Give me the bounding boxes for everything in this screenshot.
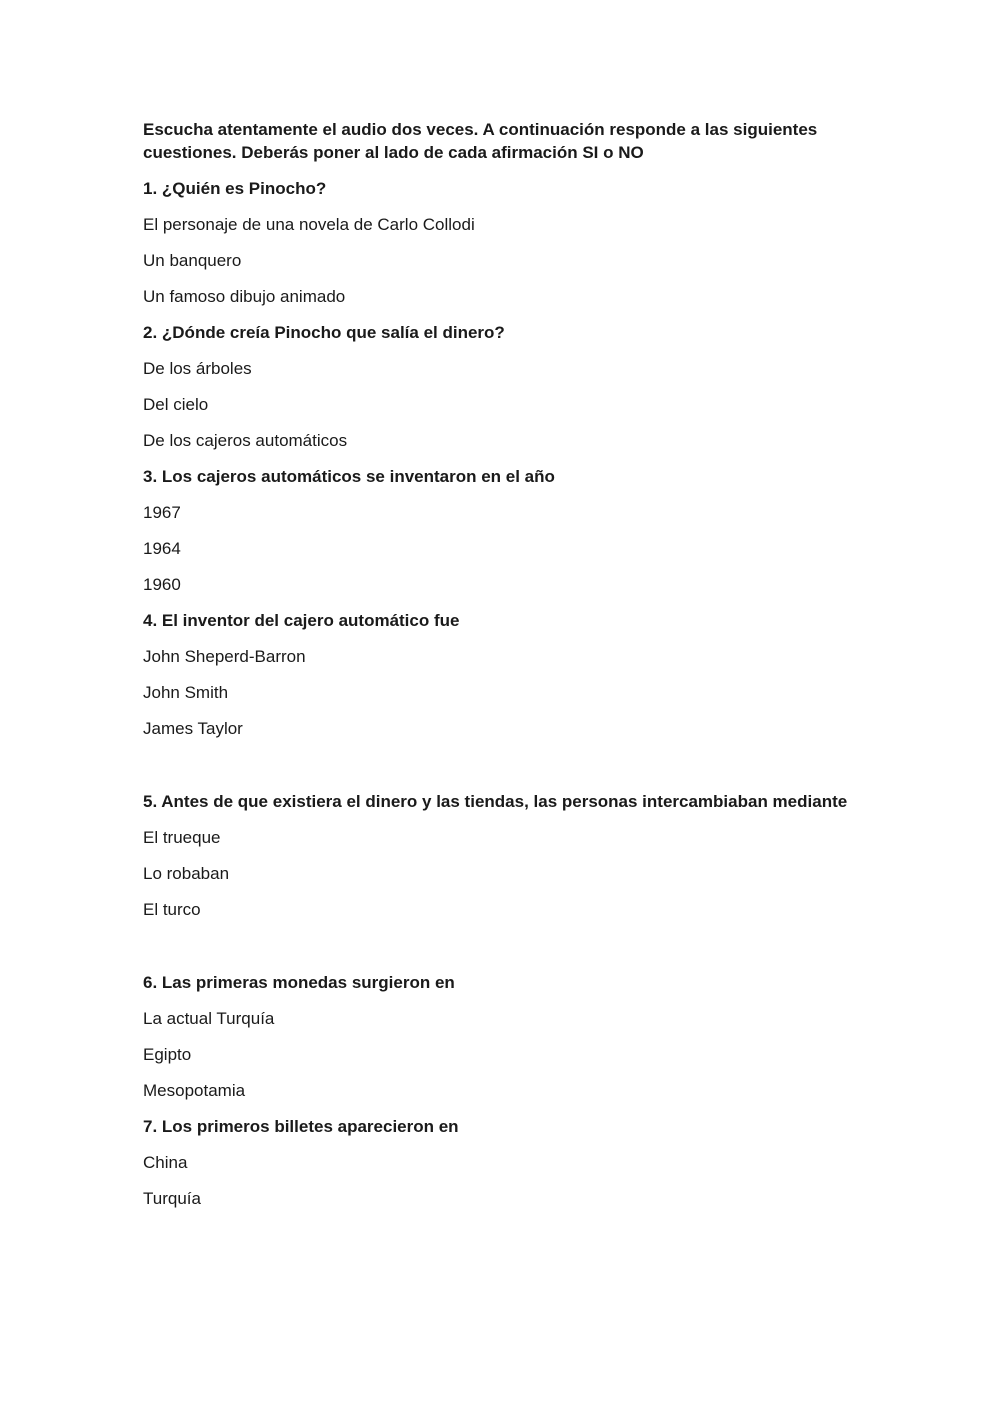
answer-option: Un famoso dibujo animado bbox=[143, 287, 346, 306]
answer-option: El turco bbox=[143, 900, 201, 919]
answer-option: Un banquero bbox=[143, 251, 242, 270]
answer-option: 1960 bbox=[143, 575, 181, 594]
question-4 bbox=[143, 609, 863, 740]
answer-option: De los árboles bbox=[143, 359, 252, 378]
answer-option: El personaje de una novela de Carlo Collodi bbox=[143, 215, 475, 234]
question-7 bbox=[143, 1115, 863, 1210]
answer-option: Mesopotamia bbox=[143, 1081, 246, 1100]
answer-option: Turquía bbox=[143, 1189, 201, 1208]
answer-option: James Taylor bbox=[143, 719, 243, 738]
answer-option: La actual Turquía bbox=[143, 1009, 275, 1028]
blank-gap bbox=[143, 934, 863, 971]
question-3 bbox=[143, 465, 863, 596]
question-title: 1. ¿Quién es Pinocho? bbox=[143, 179, 327, 198]
question-title: 2. ¿Dónde creía Pinocho que salía el dinero? bbox=[143, 323, 505, 342]
answer-option: 1967 bbox=[143, 503, 181, 522]
worksheet bbox=[143, 118, 863, 1223]
question-title: 6. Las primeras monedas surgieron en bbox=[143, 973, 455, 992]
question-1 bbox=[143, 177, 863, 308]
answer-option: El trueque bbox=[143, 828, 221, 847]
answer-option: Lo robaban bbox=[143, 864, 230, 883]
question-title: 5. Antes de que existiera el dinero y las tiendas, las personas intercambiaban mediante bbox=[143, 792, 848, 811]
question-5 bbox=[143, 790, 863, 921]
instructions: Escucha atentamente el audio dos veces. A continuación responde a las siguientes cuestiones. Deberás poner al lado de cada afirmación SI o NO bbox=[143, 120, 818, 162]
answer-option: 1964 bbox=[143, 539, 181, 558]
answer-option: China bbox=[143, 1153, 188, 1172]
question-title: 7. Los primeros billetes aparecieron en bbox=[143, 1117, 459, 1136]
answer-option: John Smith bbox=[143, 683, 229, 702]
question-title: 4. El inventor del cajero automático fue bbox=[143, 611, 460, 630]
answer-option: Del cielo bbox=[143, 395, 209, 414]
question-2 bbox=[143, 321, 863, 452]
answer-option: De los cajeros automáticos bbox=[143, 431, 348, 450]
question-6 bbox=[143, 971, 863, 1102]
question-title: 3. Los cajeros automáticos se inventaron en el año bbox=[143, 467, 555, 486]
blank-gap bbox=[143, 753, 863, 790]
answer-option: Egipto bbox=[143, 1045, 192, 1064]
answer-option: John Sheperd-Barron bbox=[143, 647, 306, 666]
